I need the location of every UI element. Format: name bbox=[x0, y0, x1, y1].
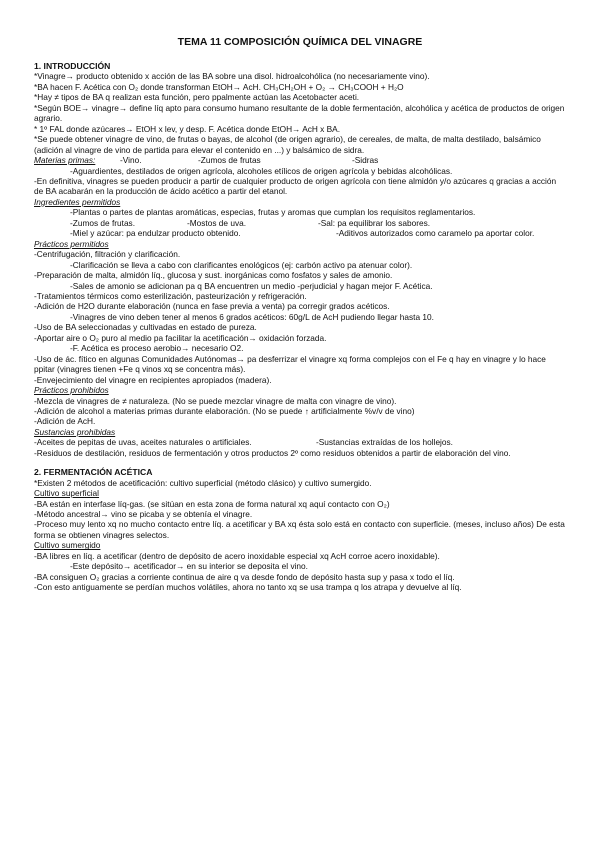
list-item: -Aguardientes, destilados de origen agrícola, alcoholes etílicos de origen agrícola y bebidas alcohólicas. bbox=[70, 165, 453, 176]
list-item: -Sales de amonio se adicionan pa q BA encuentren un medio -perjudicial y hagan mejor F. Acética. bbox=[70, 280, 433, 291]
subheading-ingredientes: Ingredientes permitidos bbox=[34, 196, 121, 207]
document-page bbox=[34, 36, 566, 593]
text-line: *Existen 2 métodos de acetificación: cultivo superficial (método clásico) y cultivo sumergido. bbox=[34, 477, 372, 488]
list-item: -Plantas o partes de plantas aromáticas, especias, frutas y aromas que cumplan los requisitos reglamentarios. bbox=[70, 207, 476, 218]
text-line: * 1º FAL donde azúcares→ EtOH x lev, y desp. F. Acética donde EtOH→ AcH x BA. bbox=[34, 123, 341, 134]
list-item: -F. Acética es proceso aerobio→ necesario O2. bbox=[70, 343, 244, 354]
list-item: -Mezcla de vinagres de ≠ naturaleza. (No se puede mezclar vinagre de malta con vinagre de vino). bbox=[34, 395, 397, 406]
subheading-practicas-permitidas: Prácticos permitidos bbox=[34, 238, 109, 249]
list-item: -Este depósito→ acetificador→ en su interior se deposita el vino. bbox=[70, 561, 308, 572]
text-paragraph: *Se puede obtener vinagre de vino, de frutas o bayas, de alcohol (de origen agrario), de cereales, de malta, de malta destilado, balsámico (adición al vinagre de vino de partida para elevar el contenido en ...) y balsámico de sidra. bbox=[34, 134, 541, 155]
list-item: -Uso de ác. fítico en algunas Comunidades Autónomas→ pa desferrizar el vinagre xq forma complejos con el Fe q hay en vinagre y lo hace ppitar (vinagres tienen +Fe q vinos xq se concentra más). bbox=[34, 353, 546, 375]
list-item: -Aditivos autorizados como caramelo pa aportar color. bbox=[336, 228, 535, 239]
list-item: -Con esto antiguamente se perdían muchos volátiles, ahora no tanto xq se usa trampa q los atrapa y devuelve al líq. bbox=[34, 582, 462, 593]
list-item: -Adición de alcohol a materias primas durante elaboración. (No se puede ↑ artificialmente %v/v de vino) bbox=[34, 405, 415, 416]
list-item: -Tratamientos térmicos como esterilización, pasteurización y refrigeración. bbox=[34, 290, 307, 301]
list-item: -Centrifugación, filtración y clarificación. bbox=[34, 249, 181, 260]
list-item: -Método ancestral→ vino se picaba y se obtenía el vinagre. bbox=[34, 509, 253, 520]
materias-primas-row bbox=[34, 155, 566, 165]
list-item: -Vinagres de vino deben tener al menos 6 grados acéticos: 60g/L de AcH pudiendo llegar hasta 10. bbox=[70, 311, 434, 322]
ingredientes-row bbox=[34, 228, 566, 238]
subheading-practicas-prohibidas: Prácticos prohibidos bbox=[34, 385, 109, 396]
list-item: -Adición de AcH. bbox=[34, 416, 96, 427]
subheading-cultivo-superficial: Cultivo superficial bbox=[34, 488, 100, 499]
list-item: -Vino. bbox=[120, 155, 142, 166]
section-heading-fermentacion: 2. FERMENTACIÓN ACÉTICA bbox=[34, 467, 153, 478]
list-item: -Zumos de frutas bbox=[198, 155, 261, 166]
list-item: -Adición de H2O durante elaboración (nunca en fase previa a venta) pa corregir grados acéticos. bbox=[34, 301, 390, 312]
ingredientes-row bbox=[34, 218, 566, 228]
list-item: -BA libres en líq. a acetificar (dentro de depósito de acero inoxidable especial xq AcH corroe acero inoxidable). bbox=[34, 550, 440, 561]
text-line: *BA hacen F. Acética con O₂ donde transforman EtOH→ AcH. CH₃CH₂OH + O₂ → CH₃COOH + H₂O bbox=[34, 81, 404, 92]
list-item: -Aportar aire o O₂ puro al medio pa facilitar la acetificación→ oxidación forzada. bbox=[34, 332, 327, 343]
list-item: -Sidras bbox=[352, 155, 379, 166]
section-heading-introduccion: 1. INTRODUCCIÓN bbox=[34, 61, 111, 71]
list-item: -Sal: pa equilibrar los sabores. bbox=[318, 217, 431, 228]
list-item: -Uso de BA seleccionadas y cultivadas en estado de pureza. bbox=[34, 322, 257, 333]
list-item: -Aceites de pepitas de uvas, aceites naturales o artificiales. bbox=[34, 437, 252, 448]
list-item: -Mostos de uva. bbox=[187, 217, 247, 228]
subheading-cultivo-sumergido: Cultivo sumergido bbox=[34, 540, 101, 551]
sustancias-row bbox=[34, 437, 566, 447]
section-gap bbox=[34, 458, 566, 467]
list-item: -Sustancias extraídas de los hollejos. bbox=[316, 437, 453, 448]
list-item: -Zumos de frutas. bbox=[70, 217, 136, 228]
text-paragraph: *Según BOE→ vinagre→ define líq apto para consumo humano resultante de la doble fermentación, alcohólica y acética de productos de origen agrario. bbox=[34, 102, 565, 124]
list-item: -BA consiguen O₂ gracias a corriente continua de aire q va desde fondo de depósito hasta sup y pasa x todo el líq. bbox=[34, 571, 455, 582]
list-item: -BA están en interfase líq-gas. (se sitúan en esta zona de forma natural xq aquí contacto con O₂) bbox=[34, 498, 390, 509]
subheading-sustancias-prohibidas: Sustancias prohibidas bbox=[34, 426, 116, 437]
list-item: -Residuos de destilación, residuos de fermentación y otros productos 2º como residuos obtenidos a partir de elaboración del vino. bbox=[34, 447, 511, 458]
list-item: -Proceso muy lento xq no mucho contacto entre líq. a acetificar y BA xq ésta solo está en contacto con superficie. (meses, incluso años) De esta forma se obtienen vinagres selectos. bbox=[34, 519, 565, 540]
page-title: TEMA 11 COMPOSICIÓN QUÍMICA DEL VINAGRE bbox=[177, 36, 423, 48]
text-line: *Vinagre→ producto obtenido x acción de las BA sobre una disol. hidroalcohólica (no necesariamente vino). bbox=[34, 71, 430, 82]
text-line: *Hay ≠ tipos de BA q realizan esta función, pero ppalmente actúan las Acetobacter aceti. bbox=[34, 92, 360, 103]
list-item: -Miel y azúcar: pa endulzar producto obtenido. bbox=[70, 228, 241, 239]
subheading-materias-primas: Materias primas: bbox=[34, 155, 96, 166]
list-item: -Clarificación se lleva a cabo con clarificantes enológicos (ej: carbón activo pa atenuar color). bbox=[70, 259, 413, 270]
list-item: -Preparación de malta, almidón líq., glucosa y sust. inorgánicas como fosfatos y sales de amonio. bbox=[34, 270, 393, 281]
text-paragraph: -En definitiva, vinagres se pueden producir a partir de cualquier producto de origen agrícola con tiene almidón y/o azúcares q gracias a acción de BA acabarán en la producción de ácido acético a partir del etanol. bbox=[34, 175, 557, 197]
list-item: -Envejecimiento del vinagre en recipientes apropiados (madera). bbox=[34, 374, 272, 385]
